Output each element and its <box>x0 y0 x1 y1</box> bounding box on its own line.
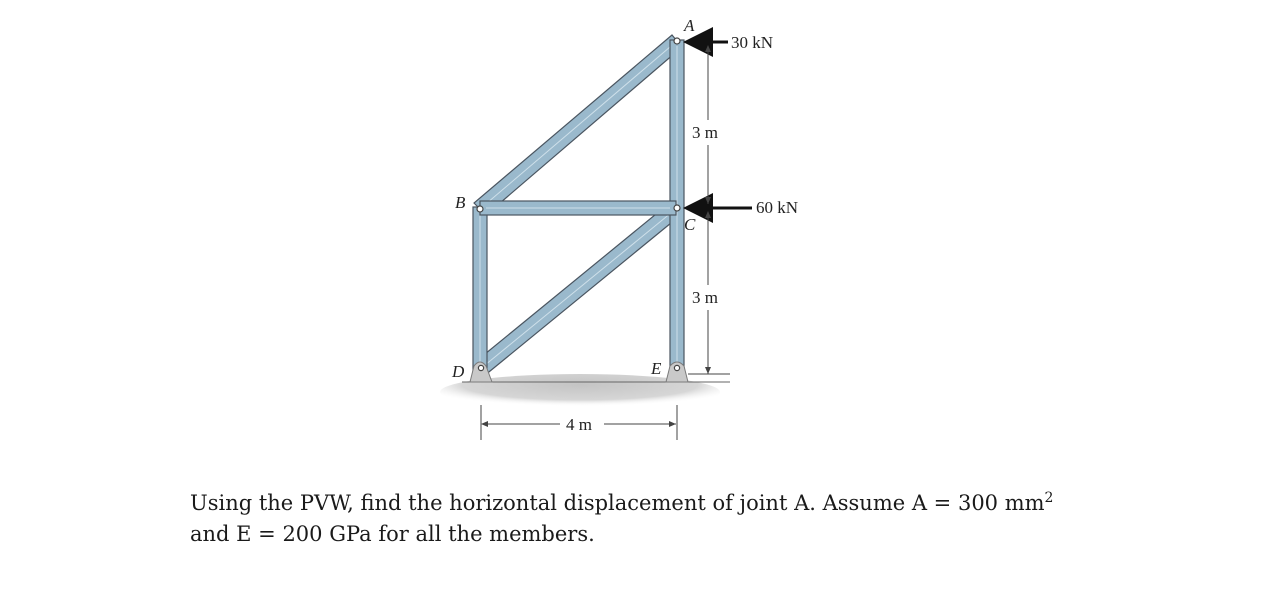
load-label-middle: 60 kN <box>756 198 799 217</box>
pin-b <box>477 206 483 212</box>
pin-a <box>674 38 680 44</box>
problem-line-1 <box>190 488 1120 519</box>
problem-line-2: and E = 200 GPa for all the members. <box>190 522 595 546</box>
joint-label-a: A <box>684 16 695 35</box>
problem-line-1-text: Using the PVW, find the horizontal displacement of joint A. Assume A = 300 mm <box>190 491 1045 515</box>
member-bc <box>480 201 676 215</box>
problem-line-1-superscript: 2 <box>1044 490 1054 506</box>
joint-label-d: D <box>452 362 465 381</box>
support-e <box>666 362 688 382</box>
dim-label-lower-height: 3 m <box>692 288 718 307</box>
joint-label-b: B <box>455 193 466 212</box>
member-bd <box>473 207 487 373</box>
problem-statement <box>190 488 1120 550</box>
load-label-top: 30 kN <box>731 33 774 52</box>
dim-label-span: 4 m <box>566 415 592 434</box>
member-cd <box>474 201 682 376</box>
joint-label-c: C <box>684 215 696 234</box>
member-ab <box>474 35 682 215</box>
dim-label-upper-height: 3 m <box>692 123 718 142</box>
pin-c <box>674 205 680 211</box>
joint-label-e: E <box>651 359 662 378</box>
